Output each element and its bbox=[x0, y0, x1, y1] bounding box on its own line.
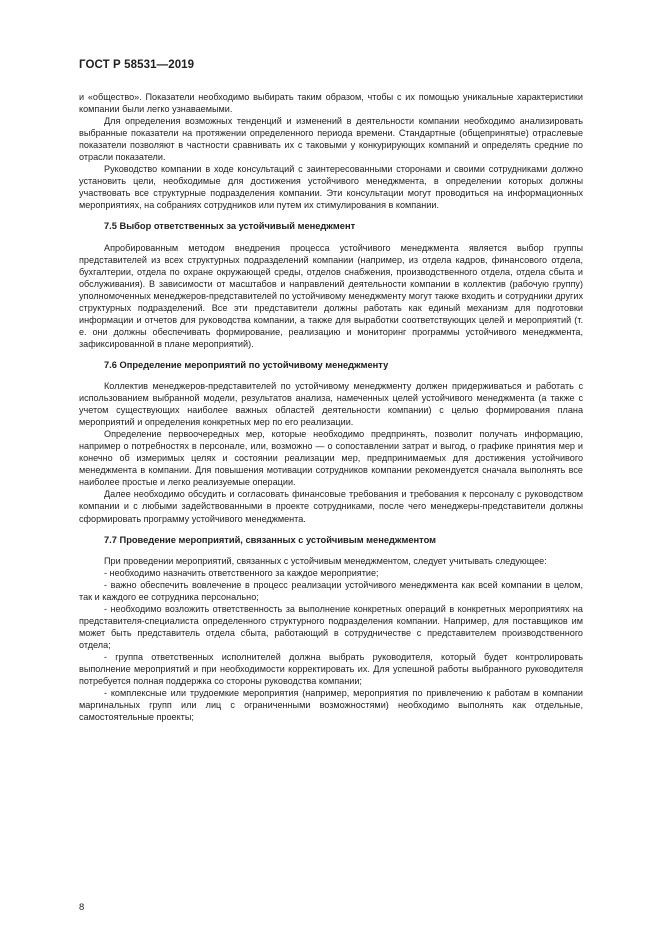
list-item: - необходимо назначить ответственного за каждое мероприятие; bbox=[104, 567, 379, 578]
paragraph: Далее необходимо обсудить и согласовать финансовые требования и требования к персоналу с руководством компании и с любыми задействованными в проекте сотрудниками, после чего менеджеры-представители должны сформировать программу устойчивого менеджмента. bbox=[79, 489, 583, 524]
paragraph: Для определения возможных тенденций и изменений в деятельности компании необходимо анализировать выбранные показатели на протяжении определенного периода времени. Стандартные (общепринятые) отраслевые показатели позволяют в частности сравнивать их с таковыми у конкурирующих компаний и определять средние по отрасли показатели. bbox=[79, 116, 583, 163]
paragraph: Коллектив менеджеров-представителей по устойчивому менеджменту должен придерживаться и работать с использованием выбранной модели, результатов анализа, намеченных целей устойчивого менеджмента (а также с учетом существующих наиболее важных областей деятельности компании) с целью формирования плана мероприятий и определения конкретных мер по его реализации. bbox=[79, 380, 583, 428]
paragraph: Апробированным методом внедрения процесса устойчивого менеджмента является выбор группы представителей из всех структурных подразделений компании (например, из отдела кадров, финансового отдела, бухгалтерии, отдела по охране окружающей среды, отделов снабжения, производственного отдела, отдела сбыта и обслуживания). В зависимости от масштабов и направлений деятельности компании в коллектив (рабочую группу) уполномоченных менеджеров-представителей по устойчивому менеджменту могут также входить и сотрудники других структурных подразделений. Все эти представители должны работать как единый механизм для подготовки информации и отчетов для руководства компании, а также для выработки соответствующих целей и мероприятий (т. е. они должны обеспечивать формирование, реализацию и мониторинг программы устойчивого менеджмента, зафиксированной в плане мероприятий). bbox=[79, 242, 583, 349]
list-item: - комплексные или трудоемкие мероприятия (например, мероприятия по привлечению к работам в компании маргинальных групп или лиц с ограниченными возможностями) необходимо выполнять как отдельные, самостоятельные проекты; bbox=[79, 688, 583, 723]
paragraph: Определение первоочередных мер, которые необходимо предпринять, позволит получать информацию, например о потребностях в персонале, или, возможно — о сопоставлении затрат и выгод, о графике принятия мер и конечно об измеримых целях и состоянии реализации мер, предпринимаемых для достижения устойчивого менеджмента в компании. Для повышения мотивации сотрудников компании рекомендуется сначала выполнять все наиболее простые и легко реализуемые операции. bbox=[79, 429, 583, 488]
section-heading-7-5: 7.5 Выбор ответственных за устойчивый менеджмент bbox=[104, 221, 356, 232]
document-header: ГОСТ Р 58531—2019 bbox=[79, 59, 195, 71]
document-body bbox=[79, 91, 583, 723]
paragraph: Руководство компании в ходе консультаций с заинтересованными сторонами и своими сотрудниками должно установить цели, необходимые для достижения устойчивого менеджмента, в определении которых должны участвовать все структурные подразделения компании. Эти консультации могут проводиться на информационных мероприятиях, на собраниях сотрудников или путем их стимулирования в компании. bbox=[79, 164, 583, 211]
section-heading-7-7: 7.7 Проведение мероприятий, связанных с устойчивым менеджментом bbox=[104, 534, 437, 545]
paragraph: и «общество». Показатели необходимо выбирать таким образом, чтобы с их помощью уникальные характеристики компании были легко узнаваемыми. bbox=[79, 92, 583, 115]
list-item: - важно обеспечить вовлечение в процесс реализации устойчивого менеджмента как всей компании в целом, так и каждого ее сотрудника персонально; bbox=[79, 579, 583, 602]
page-number: 8 bbox=[79, 902, 85, 913]
list-item: - группа ответственных исполнителей должна выбрать руководителя, который будет контролировать выполнение мероприятий и при необходимости корректировать их. Для успешной работы выбранного руководителя потребуется полная поддержка со стороны руководства компании; bbox=[79, 651, 583, 687]
section-heading-7-6: 7.6 Определение мероприятий по устойчивому менеджменту bbox=[104, 359, 389, 370]
list-item: - необходимо возложить ответственность за выполнение конкретных операций в конкретных мероприятиях на представителя-специалиста определенного структурного подразделения компании. Например, для поставщиков им может быть представитель отдела сбыта, работающий в сотрудничестве с представителем производственного отдела; bbox=[79, 603, 583, 650]
paragraph: При проведении мероприятий, связанных с устойчивым менеджментом, следует учитывать следующее: bbox=[104, 555, 547, 566]
